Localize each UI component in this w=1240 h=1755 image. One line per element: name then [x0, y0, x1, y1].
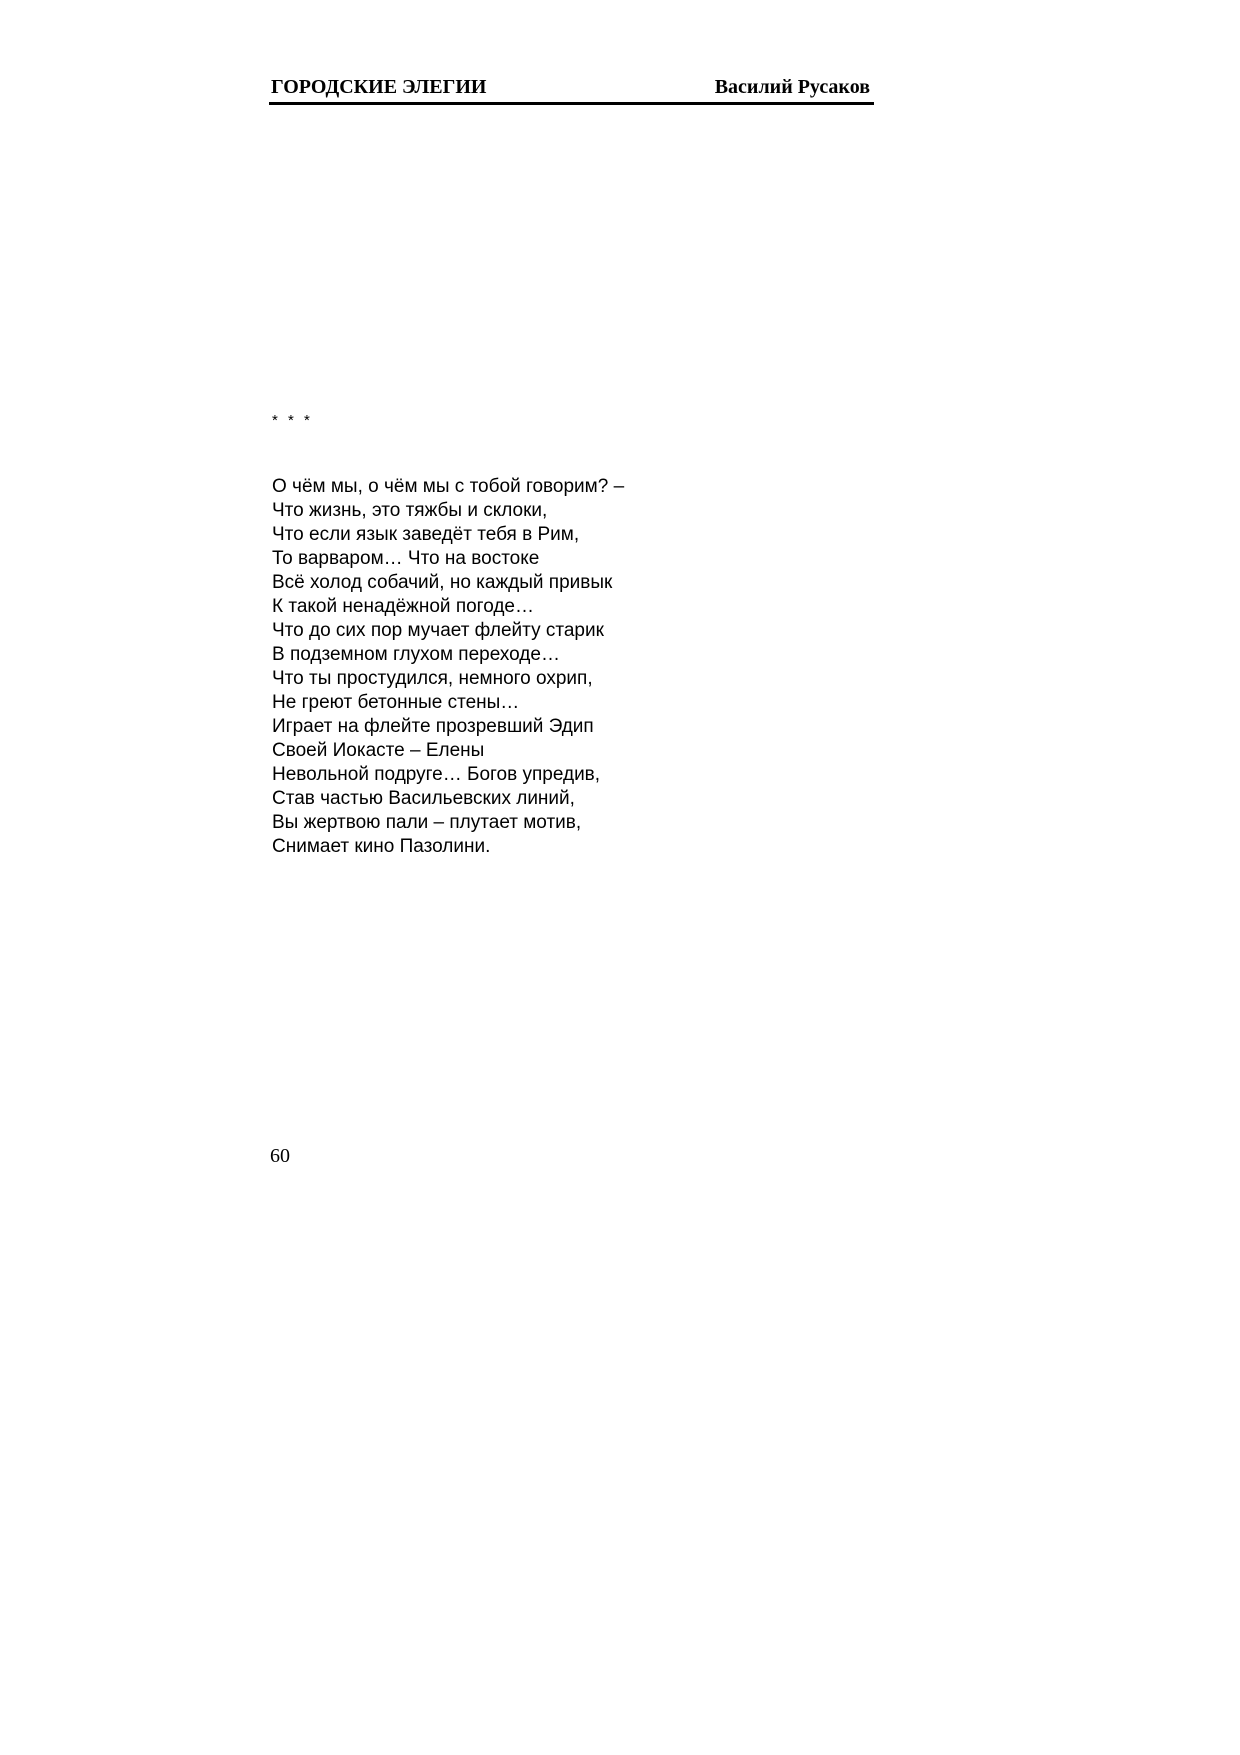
poem-line: Что ты простудился, немного охрип,: [272, 668, 593, 689]
poem-line: Снимает кино Пазолини.: [272, 836, 491, 857]
poem-line: К такой ненадёжной погоде…: [272, 596, 534, 617]
poem-line: Всё холод собачий, но каждый привык: [272, 572, 613, 593]
poem-line: Не греют бетонные стены…: [272, 692, 520, 713]
poem-line: Что до сих пор мучает флейту старик: [272, 620, 604, 641]
poem-line: Что если язык заведёт тебя в Рим,: [272, 524, 580, 545]
poem-separator: * * *: [272, 412, 313, 429]
book-title: ГОРОДСКИЕ ЭЛЕГИИ: [271, 76, 487, 98]
poem-line: Играет на флейте прозревший Эдип: [272, 716, 594, 737]
poem-line: Своей Иокасте – Елены: [272, 740, 485, 761]
poem-line: Что жизнь, это тяжбы и склоки,: [272, 500, 548, 521]
page-number: 60: [270, 1145, 290, 1167]
poem-body: [272, 475, 624, 859]
author-name: Василий Русаков: [714, 76, 870, 98]
poem-line: О чём мы, о чём мы с тобой говорим? –: [272, 476, 625, 497]
poem: [272, 410, 624, 859]
running-header: [269, 76, 874, 105]
poem-line: Невольной подруге… Богов упредив,: [272, 764, 601, 785]
poem-line: Вы жертвою пали – плутает мотив,: [272, 812, 582, 833]
poem-line: То варваром… Что на востоке: [272, 548, 540, 569]
poem-line: В подземном глухом переходе…: [272, 644, 560, 665]
poem-line: Став частью Васильевских линий,: [272, 788, 575, 809]
